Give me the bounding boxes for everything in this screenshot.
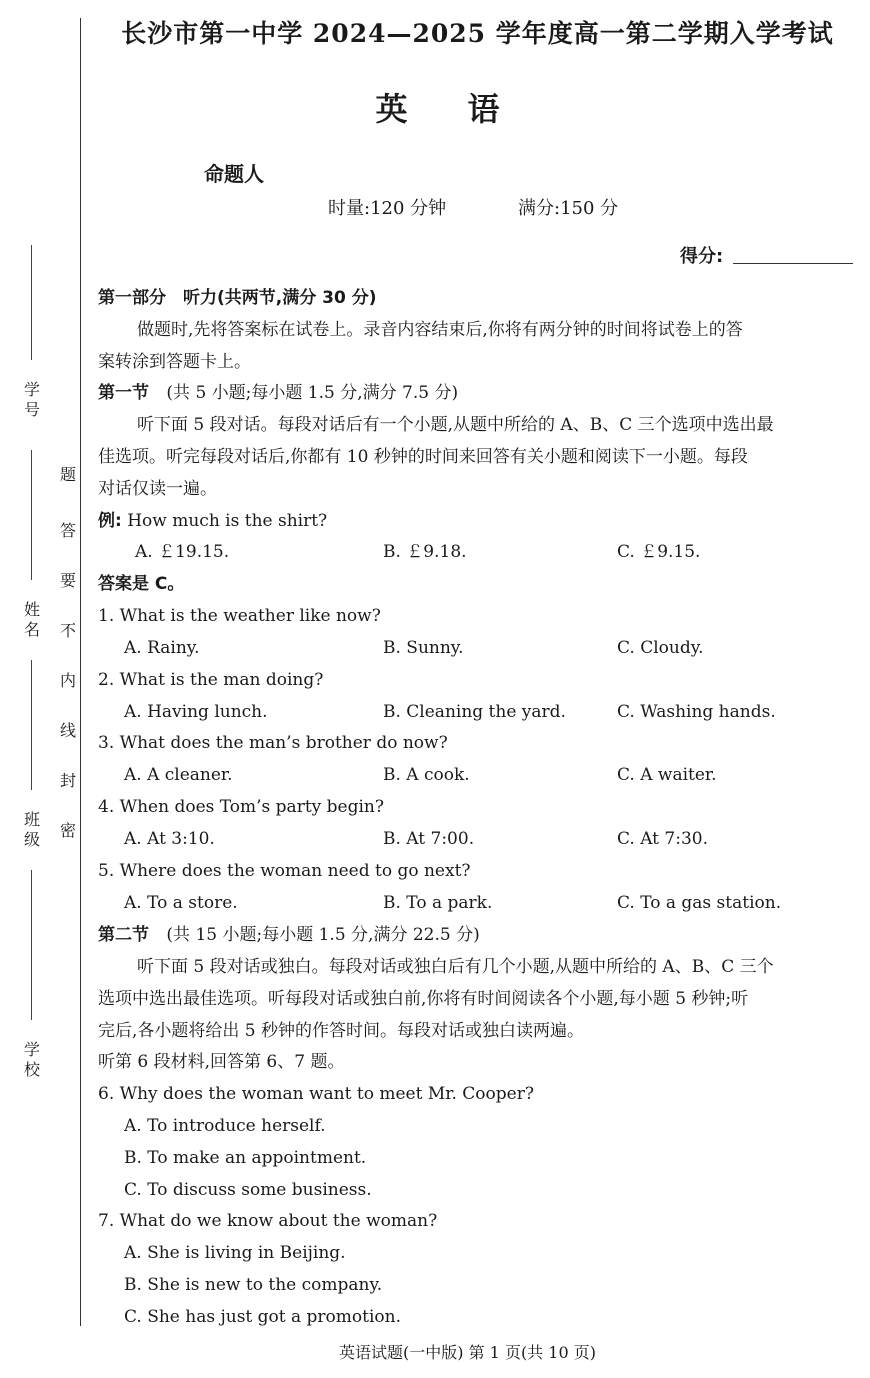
example-question	[98, 509, 327, 533]
q6-option-c: C. To discuss some business.	[124, 1180, 372, 1200]
page-footer: 英语试题(一中版) 第 1 页(共 10 页)	[339, 1343, 596, 1362]
section2-instr-line: 选项中选出最佳选项。听每段对话或独白前,你将有时间阅读各个小题,每小题 5 秒钟;听	[98, 989, 749, 1009]
binding-line	[80, 18, 81, 1326]
section2-instr-line: 听下面 5 段对话或独白。每段对话或独白后有几个小题,从题中所给的 A、B、C 三个	[137, 957, 774, 977]
q1-option-b: B. Sunny.	[383, 638, 464, 658]
example-option-a: A. ￡19.15.	[135, 542, 230, 562]
question-3: 3. What does the man’s brother do now?	[98, 733, 448, 753]
q4-option-b: B. At 7:00.	[383, 829, 475, 849]
q6-option-a: A. To introduce herself.	[124, 1116, 326, 1136]
q1-option-c: C. Cloudy.	[617, 638, 704, 658]
q5-option-a: A. To a store.	[124, 893, 238, 913]
q7-option-a: A. She is living in Beijing.	[124, 1243, 346, 1263]
name-blank	[31, 450, 32, 580]
author-label: 命题人	[204, 162, 264, 186]
full-score: 满分:150 分	[518, 198, 619, 219]
student-id-blank	[31, 245, 32, 360]
subject-title: 英语	[375, 90, 560, 128]
q1-option-a: A. Rainy.	[124, 638, 200, 658]
q5-option-b: B. To a park.	[383, 893, 493, 913]
material-note: 听第 6 段材料,回答第 6、7 题。	[98, 1052, 345, 1072]
label-name: 姓名	[23, 600, 40, 639]
label-class: 班级	[23, 810, 40, 849]
question-4: 4. When does Tom’s party begin?	[98, 797, 384, 817]
example-label: 例:	[98, 511, 122, 531]
q4-option-c: C. At 7:30.	[617, 829, 709, 849]
seal-char: 线	[59, 721, 76, 740]
seal-char: 不	[59, 621, 76, 640]
exam-title: 长沙市第一中学 2024—2025 学年度高一第二学期入学考试	[121, 19, 834, 48]
q2-option-b: B. Cleaning the yard.	[383, 702, 566, 722]
seal-char: 题	[59, 465, 76, 484]
example-question-text: How much is the shirt?	[127, 511, 328, 531]
score-label: 得分:	[680, 246, 724, 267]
school-blank	[31, 870, 32, 1020]
section2-title: 第二节	[98, 925, 149, 945]
seal-char: 密	[59, 821, 76, 840]
label-school: 学校	[23, 1040, 40, 1079]
question-2: 2. What is the man doing?	[98, 670, 324, 690]
seal-char: 答	[59, 521, 76, 540]
q5-option-c: C. To a gas station.	[617, 893, 782, 913]
question-7: 7. What do we know about the woman?	[98, 1211, 438, 1231]
part1-instr-line: 案转涂到答题卡上。	[98, 352, 251, 372]
question-5: 5. Where does the woman need to go next?	[98, 861, 471, 881]
q3-option-b: B. A cook.	[383, 765, 470, 785]
seal-char: 要	[59, 571, 76, 590]
example-option-b: B. ￡9.18.	[383, 542, 467, 562]
section1-note: (共 5 小题;每小题 1.5 分,满分 7.5 分)	[166, 383, 459, 403]
q7-option-c: C. She has just got a promotion.	[124, 1307, 402, 1327]
score-blank	[733, 263, 853, 264]
q3-option-a: A. A cleaner.	[124, 765, 233, 785]
section2-instr-line: 完后,各小题将给出 5 秒钟的作答时间。每段对话或独白读两遍。	[98, 1021, 585, 1041]
q3-option-c: C. A waiter.	[617, 765, 717, 785]
seal-char: 封	[59, 771, 76, 790]
question-6: 6. Why does the woman want to meet Mr. Cooper?	[98, 1084, 534, 1104]
seal-char: 内	[59, 671, 76, 690]
part1-title: 第一部分 听力(共两节,满分 30 分)	[98, 288, 377, 308]
q6-option-b: B. To make an appointment.	[124, 1148, 367, 1168]
q4-option-a: A. At 3:10.	[124, 829, 215, 849]
section1-instr-line: 对话仅读一遍。	[98, 479, 217, 499]
q2-option-a: A. Having lunch.	[124, 702, 268, 722]
section2-note: (共 15 小题;每小题 1.5 分,满分 22.5 分)	[166, 925, 480, 945]
question-1: 1. What is the weather like now?	[98, 606, 381, 626]
label-student-id: 学号	[23, 380, 40, 419]
section1-instr-line: 佳选项。听完每段对话后,你都有 10 秒钟的时间来回答有关小题和阅读下一小题。每段	[98, 447, 748, 467]
section1-title: 第一节	[98, 383, 149, 403]
class-blank	[31, 660, 32, 790]
example-answer: 答案是 C。	[98, 574, 185, 594]
q2-option-c: C. Washing hands.	[617, 702, 776, 722]
section2-heading	[98, 923, 480, 947]
q7-option-b: B. She is new to the company.	[124, 1275, 383, 1295]
part1-instr-line: 做题时,先将答案标在试卷上。录音内容结束后,你将有两分钟的时间将试卷上的答	[137, 320, 743, 340]
section1-heading	[98, 381, 458, 405]
time-limit: 时量:120 分钟	[328, 198, 447, 219]
example-option-c: C. ￡9.15.	[617, 542, 701, 562]
section1-instr-line: 听下面 5 段对话。每段对话后有一个小题,从题中所给的 A、B、C 三个选项中选出最	[137, 415, 774, 435]
